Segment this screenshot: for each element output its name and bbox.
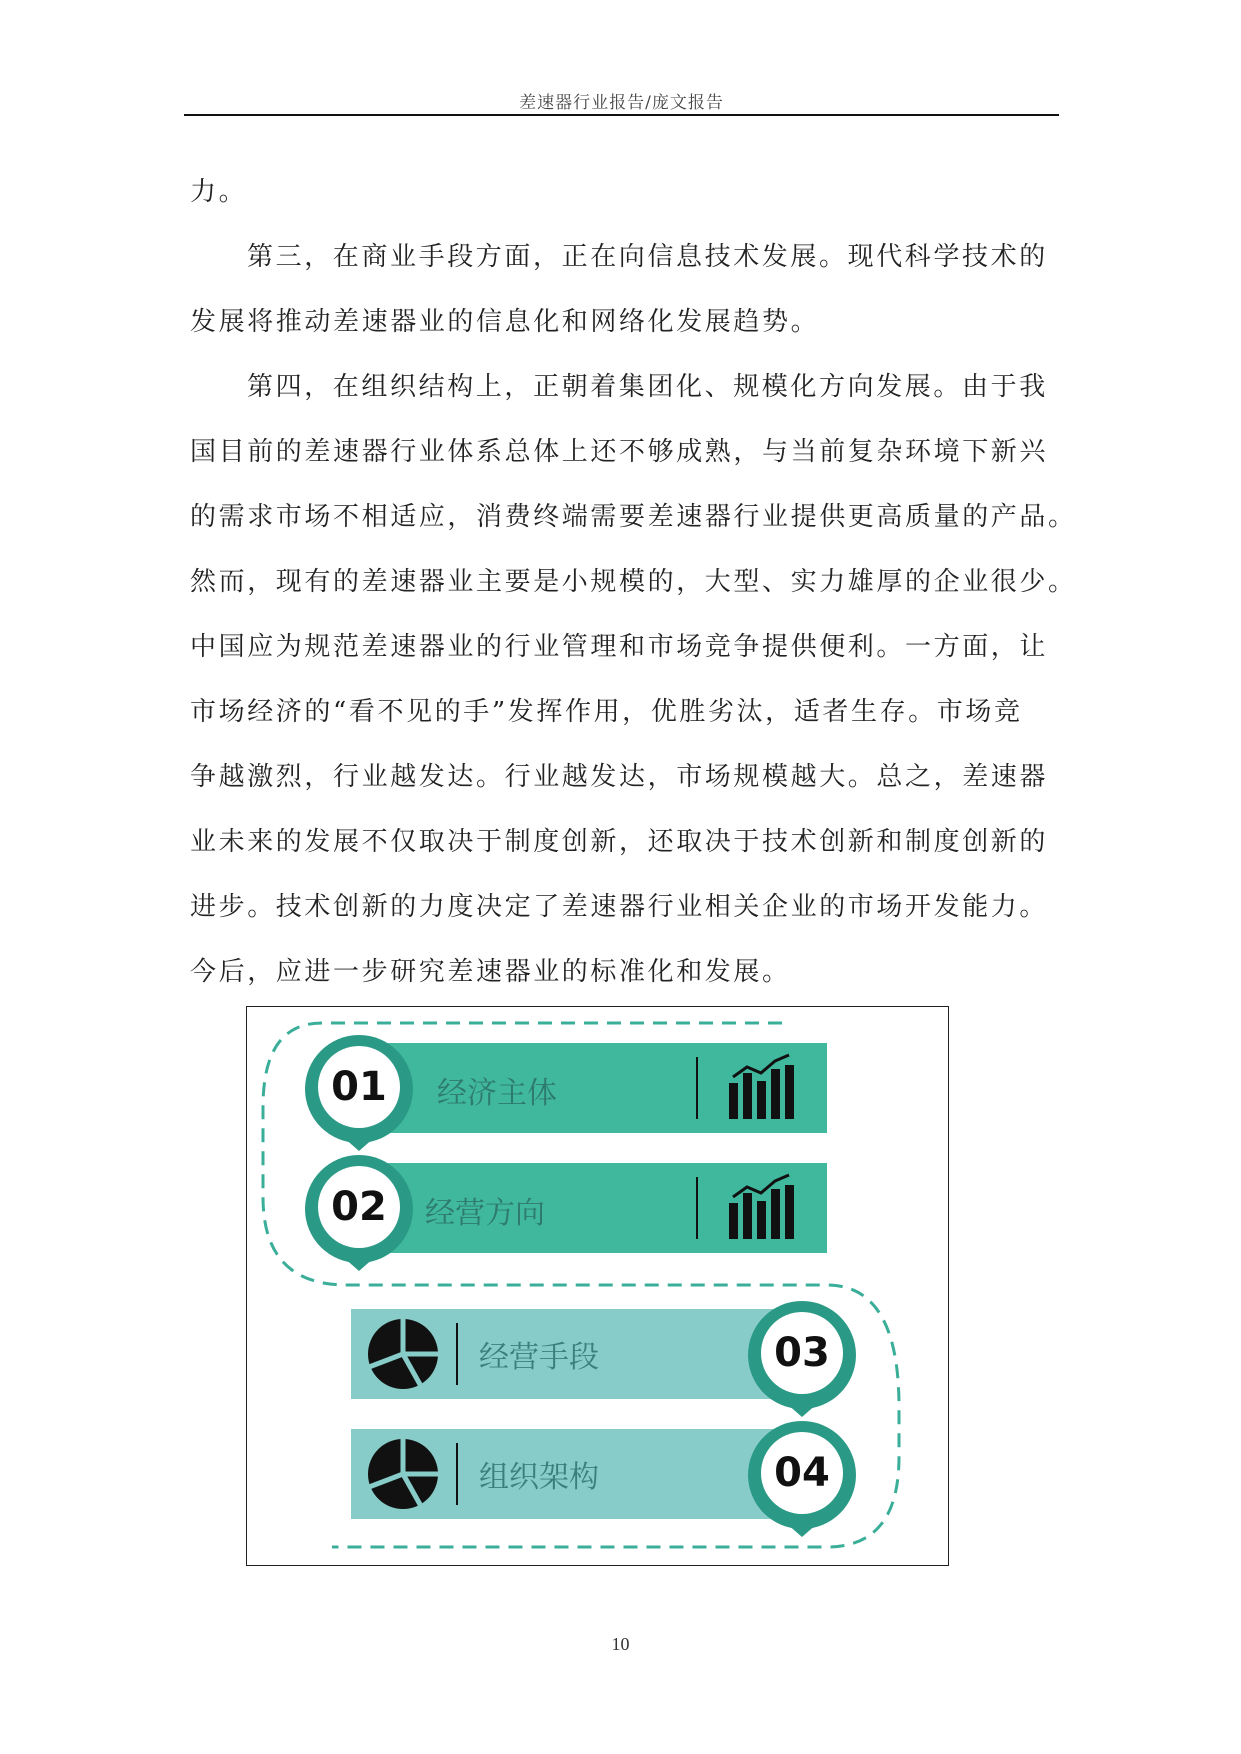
step-03 [351,1301,856,1417]
step-02 [305,1155,827,1271]
text-line: 第三，在商业手段方面，正在向信息技术发展。现代科学技术的 [247,242,1048,272]
text-line: 争越激烈，行业越发达。行业越发达，市场规模越大。总之，差速器 [190,762,1049,792]
text-line: 发展将推动差速器业的信息化和网络化发展趋势。 [190,307,820,337]
text-line: 力。 [190,177,248,207]
page-header: 差速器行业报告/庞文报告 [519,93,724,113]
text-line: 进步。技术创新的力度决定了差速器行业相关企业的市场开发能力。 [190,892,1049,922]
text-line: 的需求市场不相适应，消费终端需要差速器行业提供更高质量的产品。 [190,502,1077,532]
infographic-canvas [247,1007,947,1564]
text-line: 第四，在组织结构上，正朝着集团化、规模化方向发展。由于我 [247,372,1048,402]
text-line: 然而，现有的差速器业主要是小规模的，大型、实力雄厚的企业很少。 [190,567,1077,597]
step-04 [351,1421,856,1537]
header-rule [184,114,1059,116]
text-line: 中国应为规范差速器业的行业管理和市场竞争提供便利。一方面，让 [190,632,1049,662]
text-line: 今后，应进一步研究差速器业的标准化和发展。 [190,957,791,987]
step-01-number: 01 [331,1064,387,1110]
step-04-number: 04 [774,1450,830,1496]
step-03-label: 经营手段 [479,1340,599,1375]
step-02-number: 02 [331,1184,387,1230]
infographic-figure [246,1006,949,1566]
body-text [190,160,1077,1005]
text-line: 国目前的差速器行业体系总体上还不够成熟，与当前复杂环境下新兴 [190,437,1049,467]
step-04-label: 组织架构 [479,1460,599,1495]
text-line: 业未来的发展不仅取决于制度创新，还取决于技术创新和制度创新的 [190,827,1049,857]
step-01-label: 经济主体 [437,1076,557,1111]
step-01 [305,1035,827,1151]
step-02-label: 经营方向 [425,1196,545,1231]
page-number: 10 [611,1634,630,1654]
step-03-number: 03 [774,1330,830,1376]
text-line: 市场经济的“看不见的手”发挥作用，优胜劣汰，适者生存。市场竞 [190,697,1023,727]
